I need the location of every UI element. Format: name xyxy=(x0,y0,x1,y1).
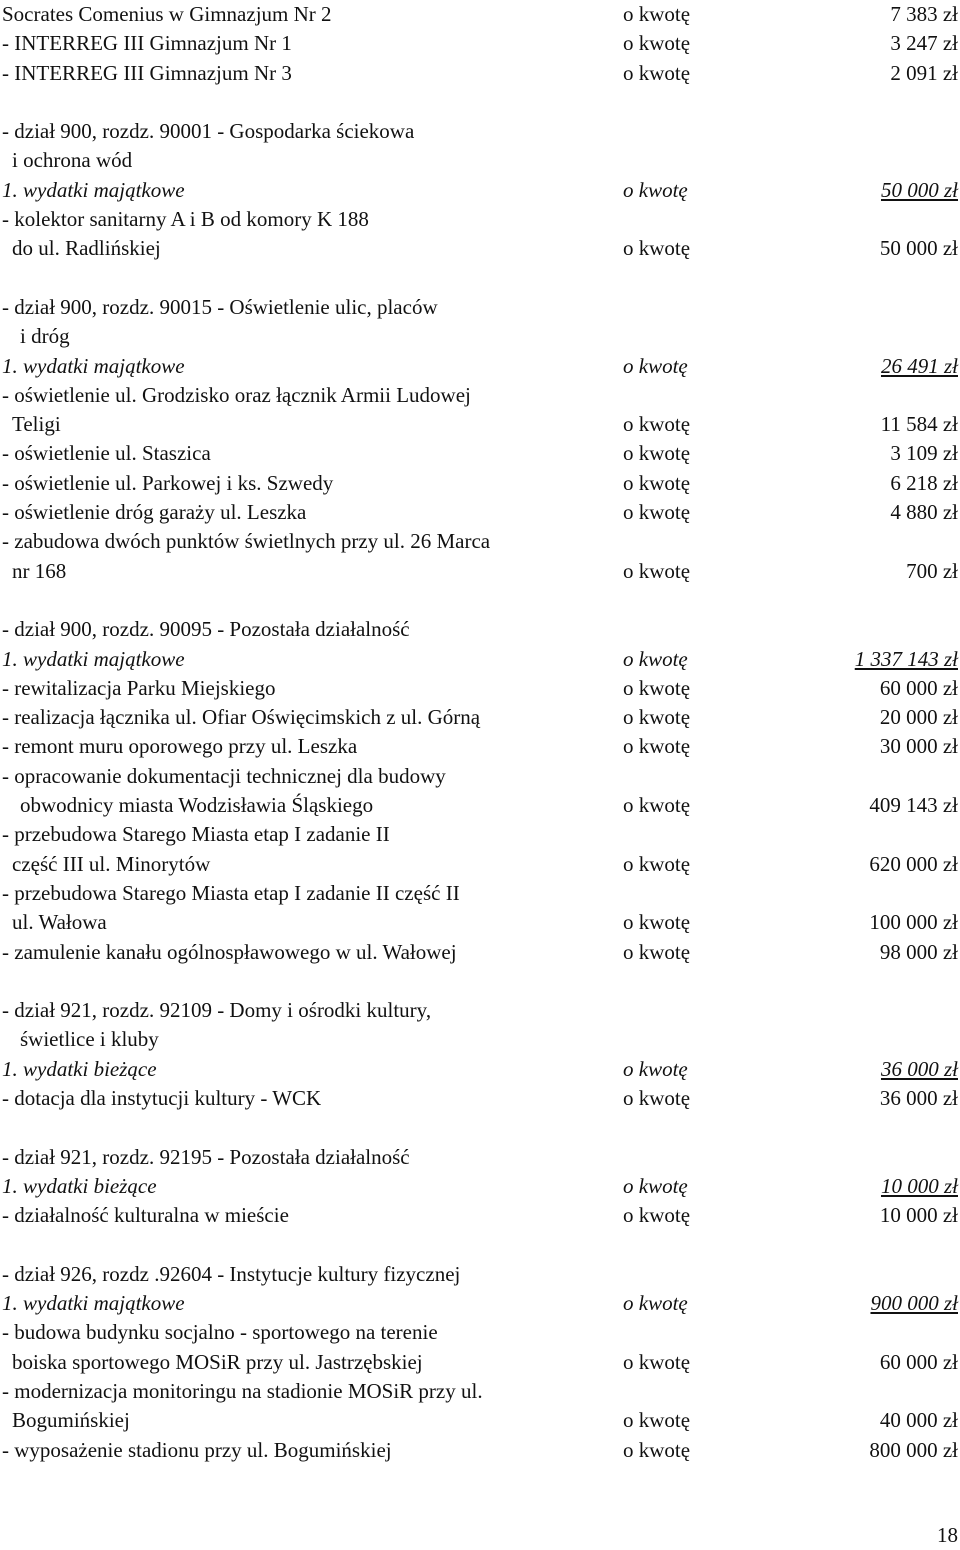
line-item xyxy=(0,410,960,439)
amount-prefix: o kwotę xyxy=(623,734,691,759)
category-label: 1. wydatki bieżące xyxy=(2,1056,157,1081)
item-label: - kolektor sanitarny A i B od komory K 188 xyxy=(2,207,369,232)
amount-prefix: o kwotę xyxy=(623,1437,691,1462)
amount-prefix: o kwotę xyxy=(623,236,691,261)
section-title-cont: i ochrona wód xyxy=(12,148,133,173)
amount: 60 000 zł xyxy=(879,1349,958,1374)
line-item xyxy=(0,59,960,88)
amount: 620 000 zł xyxy=(869,851,958,876)
amount: 409 143 zł xyxy=(869,793,958,818)
line-item xyxy=(0,557,960,586)
line-item xyxy=(0,938,960,967)
category-label: 1. wydatki majątkowe xyxy=(2,1291,185,1316)
item-label: - dotacja dla instytucji kultury - WCK xyxy=(2,1085,322,1110)
category-total xyxy=(0,1055,960,1084)
amount: 50 000 zł xyxy=(879,236,958,261)
item-label: - oświetlenie dróg garaży ul. Leszka xyxy=(2,500,307,525)
amount: 36 000 zł xyxy=(879,1085,958,1110)
item-label: - budowa budynku socjalno - sportowego na terenie xyxy=(2,1320,438,1345)
amount: 30 000 zł xyxy=(879,734,958,759)
item-label: - rewitalizacja Parku Miejskiego xyxy=(2,675,276,700)
amount-prefix: o kwotę xyxy=(623,910,691,935)
amount-prefix: o kwotę xyxy=(623,31,691,56)
item-label: - oświetlenie ul. Grodzisko oraz łącznik Armii Ludowej xyxy=(2,382,471,407)
line-item xyxy=(0,820,960,849)
amount: 20 000 zł xyxy=(879,705,958,730)
line-item xyxy=(0,1201,960,1230)
line-item xyxy=(0,469,960,498)
section-title: - dział 900, rozdz. 90001 - Gospodarka ściekowa xyxy=(2,119,415,144)
item-label: - realizacja łącznika ul. Ofiar Oświęcimskich z ul. Górną xyxy=(2,705,481,730)
item-label: nr 168 xyxy=(12,558,67,583)
item-label: ul. Wałowa xyxy=(12,910,107,935)
amount: 7 383 zł xyxy=(890,2,958,26)
spacer xyxy=(0,1113,960,1142)
item-label: - zabudowa dwóch punktów świetlnych przy ul. 26 Marca xyxy=(2,529,491,554)
category-amount: 36 000 zł xyxy=(880,1056,958,1081)
item-label: - zamulenie kanału ogólnospławowego w ul. Wałowej xyxy=(2,939,457,964)
amount: 11 584 zł xyxy=(880,412,958,437)
item-label: część III ul. Minorytów xyxy=(12,851,211,876)
item-label: - wyposażenie stadionu przy ul. Bogumińskiej xyxy=(2,1437,392,1462)
item-label: boiska sportowego MOSiR przy ul. Jastrzębskiej xyxy=(12,1349,423,1374)
section-heading-cont xyxy=(0,322,960,351)
section-title: - dział 926, rozdz .92604 - Instytucje kultury fizycznej xyxy=(2,1261,461,1286)
amount: 3 247 zł xyxy=(890,31,958,56)
category-amount: 10 000 zł xyxy=(880,1173,958,1198)
item-label: - INTERREG III Gimnazjum Nr 3 xyxy=(2,60,292,85)
category-label: 1. wydatki bieżące xyxy=(2,1173,157,1198)
amount: 10 000 zł xyxy=(879,1203,958,1228)
section-heading-cont xyxy=(0,1025,960,1054)
section-heading xyxy=(0,1143,960,1172)
amount: 800 000 zł xyxy=(869,1437,958,1462)
page-number: 18 xyxy=(937,1523,958,1547)
amount: 2 091 zł xyxy=(890,60,958,85)
line-item xyxy=(0,498,960,527)
line-item xyxy=(0,674,960,703)
category-total xyxy=(0,176,960,205)
amount-prefix: o kwotę xyxy=(623,412,691,437)
amount-prefix: o kwotę xyxy=(623,1056,688,1081)
line-item xyxy=(0,791,960,820)
amount: 3 109 zł xyxy=(890,441,958,466)
category-amount: 26 491 zł xyxy=(880,353,958,378)
item-label: - przebudowa Starego Miasta etap I zadanie II xyxy=(2,822,390,847)
section-title: - dział 900, rozdz. 90095 - Pozostała działalność xyxy=(2,617,410,642)
line-item xyxy=(0,908,960,937)
line-item xyxy=(0,0,960,29)
amount: 4 880 zł xyxy=(890,500,958,525)
amount: 700 zł xyxy=(906,558,958,583)
category-label: 1. wydatki majątkowe xyxy=(2,177,185,202)
item-label: - INTERREG III Gimnazjum Nr 1 xyxy=(2,31,292,56)
item-label: - oświetlenie ul. Parkowej i ks. Szwedy xyxy=(2,470,334,495)
item-label: obwodnicy miasta Wodzisławia Śląskiego xyxy=(20,793,374,818)
section-heading-cont xyxy=(0,146,960,175)
item-label: Teligi xyxy=(12,412,61,437)
section-heading xyxy=(0,615,960,644)
amount-prefix: o kwotę xyxy=(623,851,691,876)
line-item xyxy=(0,732,960,761)
category-total xyxy=(0,1172,960,1201)
amount-prefix: o kwotę xyxy=(623,470,691,495)
line-item xyxy=(0,205,960,234)
line-item xyxy=(0,527,960,556)
category-amount: 1 337 143 zł xyxy=(854,646,958,671)
amount-prefix: o kwotę xyxy=(623,500,691,525)
amount-prefix: o kwotę xyxy=(623,1349,691,1374)
amount-prefix: o kwotę xyxy=(623,675,691,700)
line-item xyxy=(0,1436,960,1465)
amount-prefix: o kwotę xyxy=(623,353,688,378)
section-title: - dział 921, rozdz. 92195 - Pozostała działalność xyxy=(2,1144,410,1169)
amount-prefix: o kwotę xyxy=(623,177,688,202)
amount-prefix: o kwotę xyxy=(623,441,691,466)
line-item xyxy=(0,1084,960,1113)
section-heading xyxy=(0,996,960,1025)
item-label: Bogumińskiej xyxy=(12,1408,130,1433)
amount: 98 000 zł xyxy=(879,939,958,964)
spacer xyxy=(0,967,960,996)
item-label: - przebudowa Starego Miasta etap I zadanie II część II xyxy=(2,880,460,905)
amount: 100 000 zł xyxy=(869,910,958,935)
category-total xyxy=(0,1289,960,1318)
amount: 6 218 zł xyxy=(890,470,958,495)
category-total xyxy=(0,352,960,381)
amount-prefix: o kwotę xyxy=(623,793,691,818)
category-label: 1. wydatki majątkowe xyxy=(2,353,185,378)
amount-prefix: o kwotę xyxy=(623,1408,691,1433)
line-item xyxy=(0,234,960,263)
amount-prefix: o kwotę xyxy=(623,1085,691,1110)
line-item xyxy=(0,439,960,468)
section-title: - dział 921, rozdz. 92109 - Domy i ośrodki kultury, xyxy=(2,998,432,1023)
item-label: - modernizacja monitoringu na stadionie MOSiR przy ul. xyxy=(2,1378,483,1403)
line-item xyxy=(0,879,960,908)
amount-prefix: o kwotę xyxy=(623,1203,691,1228)
amount-prefix: o kwotę xyxy=(623,558,691,583)
line-item xyxy=(0,1377,960,1406)
category-amount: 50 000 zł xyxy=(880,177,958,202)
amount-prefix: o kwotę xyxy=(623,1291,688,1316)
amount: 60 000 zł xyxy=(879,675,958,700)
line-item xyxy=(0,762,960,791)
line-item xyxy=(0,381,960,410)
line-item xyxy=(0,1406,960,1435)
item-label: do ul. Radlińskiej xyxy=(12,236,161,261)
line-item xyxy=(0,850,960,879)
section-heading xyxy=(0,117,960,146)
amount-prefix: o kwotę xyxy=(623,705,691,730)
section-title-cont: i dróg xyxy=(20,324,70,349)
spacer xyxy=(0,1230,960,1259)
amount: 40 000 zł xyxy=(879,1408,958,1433)
section-title-cont: świetlice i kluby xyxy=(20,1027,159,1052)
item-label: - opracowanie dokumentacji technicznej dla budowy xyxy=(2,763,446,788)
amount-prefix: o kwotę xyxy=(623,2,691,26)
spacer xyxy=(0,88,960,117)
item-label: - działalność kulturalna w mieście xyxy=(2,1203,289,1228)
line-item xyxy=(0,703,960,732)
item-label: Socrates Comenius w Gimnazjum Nr 2 xyxy=(2,2,332,26)
spacer xyxy=(0,586,960,615)
category-total xyxy=(0,645,960,674)
section-heading xyxy=(0,293,960,322)
amount-prefix: o kwotę xyxy=(623,646,688,671)
line-item xyxy=(0,29,960,58)
item-label: - remont muru oporowego przy ul. Leszka xyxy=(2,734,358,759)
spacer xyxy=(0,264,960,293)
line-item xyxy=(0,1348,960,1377)
category-amount: 900 000 zł xyxy=(870,1291,958,1316)
category-label: 1. wydatki majątkowe xyxy=(2,646,185,671)
amount-prefix: o kwotę xyxy=(623,939,691,964)
line-item xyxy=(0,1318,960,1347)
section-title: - dział 900, rozdz. 90015 - Oświetlenie ulic, placów xyxy=(2,294,438,319)
item-label: - oświetlenie ul. Staszica xyxy=(2,441,211,466)
amount-prefix: o kwotę xyxy=(623,1173,688,1198)
section-heading xyxy=(0,1260,960,1289)
amount-prefix: o kwotę xyxy=(623,60,691,85)
